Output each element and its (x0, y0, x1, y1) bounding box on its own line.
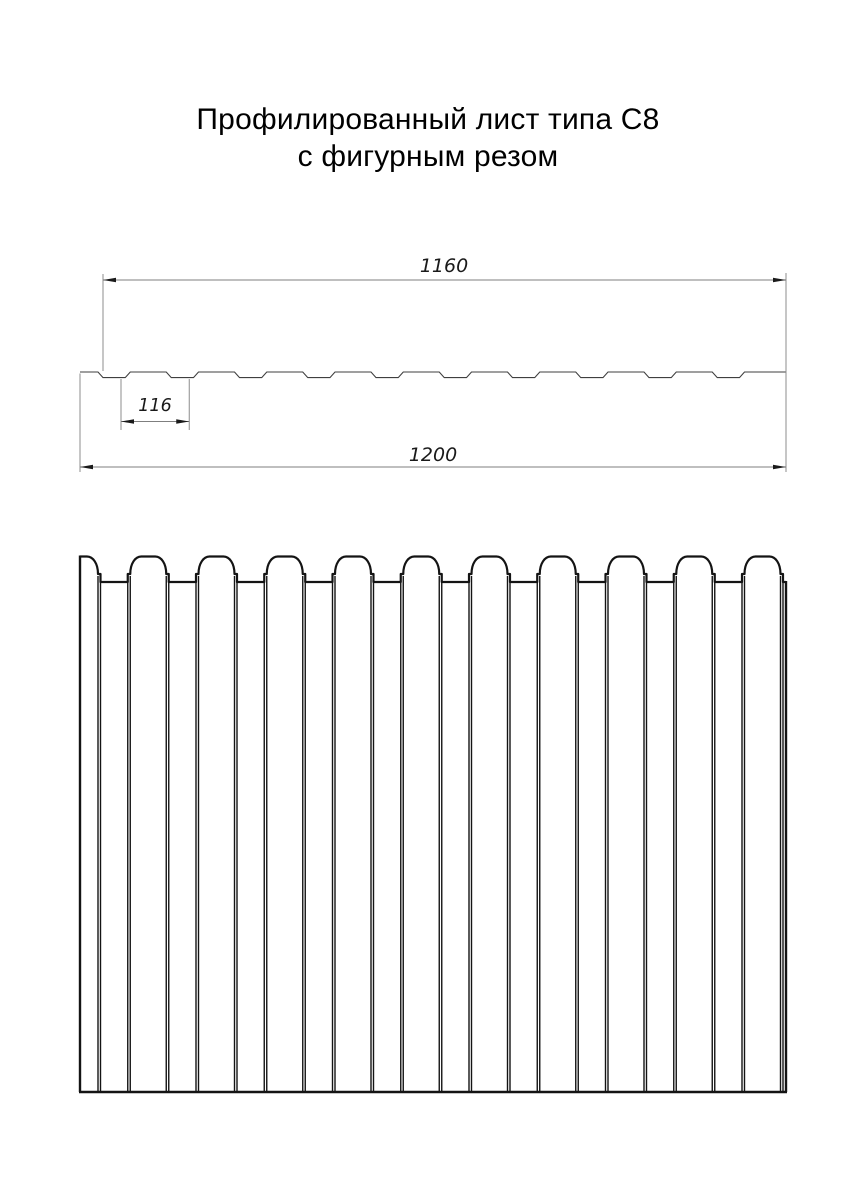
cross-section-profile (80, 372, 786, 378)
title-line-2: с фигурным резом (297, 140, 559, 173)
dim-label-wave-pitch: 116 (138, 396, 172, 416)
front-view (79, 556, 787, 1093)
dim-label-cover-width: 1160 (419, 255, 469, 277)
dim-label-overall-width: 1200 (408, 444, 458, 466)
title-line-1: Профилированный лист типа С8 (196, 103, 660, 136)
drawing-linework (79, 273, 787, 1092)
